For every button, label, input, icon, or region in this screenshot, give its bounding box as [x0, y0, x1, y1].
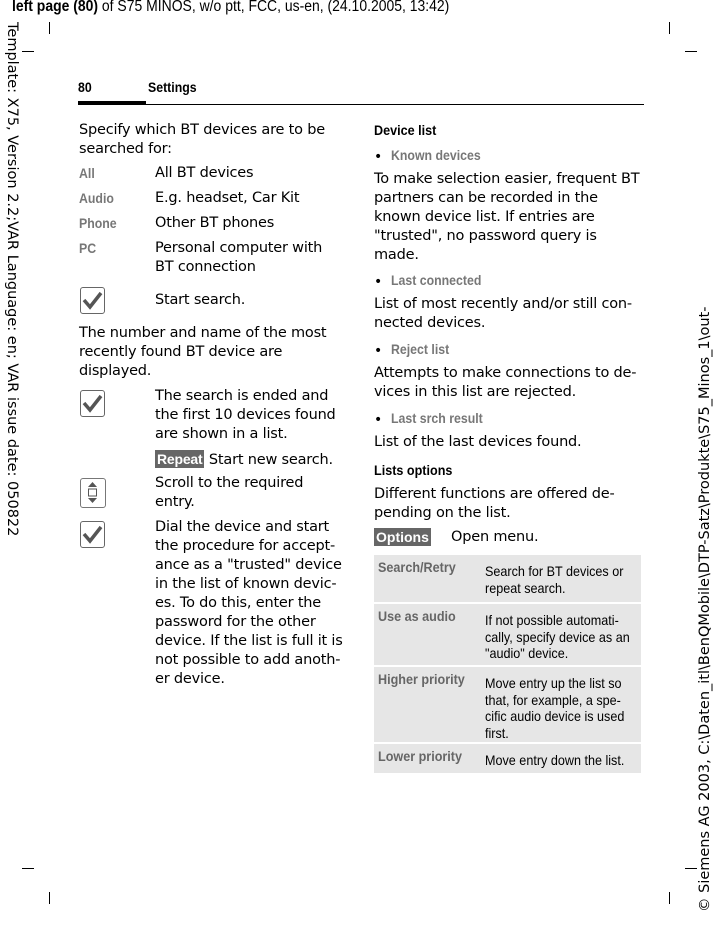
print-header [12, 0, 449, 16]
type-label: PC [79, 240, 97, 256]
crop-mark [685, 51, 697, 52]
list-item-text: To make selection easier, frequent BT partners can be recorded in the known device list. If entries are "trusted", no password query is made. [374, 171, 640, 263]
option-desc: If not possible automati-cally, specify device as an "audio" device. [485, 612, 630, 661]
scroll-key-icon [80, 478, 106, 508]
crop-mark [669, 892, 670, 904]
header-rest: of S75 MINOS, w/o ptt, FCC, us-en, (24.10.2005, 13:42) [98, 0, 450, 15]
list-item-label: Known devices [391, 147, 481, 163]
crop-mark [22, 51, 34, 52]
lists-options-heading: Lists options [374, 462, 453, 478]
intro-text: Specify which BT devices are to be searched for: [79, 122, 325, 157]
type-desc: Other BT phones [155, 215, 275, 231]
bullet-icon: • [374, 412, 383, 428]
options-table-row [374, 744, 641, 773]
list-item-text: Attempts to make connections to de-vices in this list are rejected. [374, 365, 637, 400]
type-label: Audio [79, 190, 114, 206]
option-desc: Move entry down the list. [485, 752, 625, 768]
crop-mark [669, 22, 670, 34]
scroll-text: Scroll to the required entry. [155, 475, 304, 510]
repeat-softkey: Repeat [157, 451, 203, 467]
option-name: Search/Retry [378, 559, 456, 575]
option-name: Lower priority [378, 748, 463, 764]
list-item-text: List of most recently and/or still con-nected devices. [374, 296, 632, 331]
option-name: Use as audio [378, 608, 456, 624]
search-ended-text: The search is ended and the first 10 devices found are shown in a list. [155, 388, 336, 442]
list-item-label: Last connected [391, 272, 482, 288]
type-desc: Personal computer with BT connection [155, 240, 323, 275]
list-item-label: Reject list [391, 341, 450, 357]
crop-mark [49, 22, 50, 34]
type-desc: E.g. headset, Car Kit [155, 190, 300, 206]
options-table-row [374, 555, 641, 602]
lists-options-text: Different functions are offered de-pending on the list. [374, 486, 615, 521]
option-name: Higher priority [378, 671, 465, 687]
crop-mark [49, 892, 50, 904]
bullet-icon: • [374, 274, 383, 290]
options-text: Open menu. [451, 529, 539, 545]
bullet-icon: • [374, 343, 383, 359]
header-bold: left page (80) [12, 0, 99, 15]
side-copyright-text: © Siemens AG 2003, C:\Daten_itl\BenQMobile\DTP-Satz\Produkte\S75_Minos_1\out- [697, 306, 713, 912]
options-table-row [374, 604, 641, 665]
repeat-text: Start new search. [208, 452, 333, 468]
type-desc: All BT devices [155, 165, 254, 181]
section-title: Settings [148, 79, 197, 95]
checkmark-key-icon [80, 390, 105, 417]
type-label: All [79, 165, 95, 181]
device-list-heading: Device list [374, 122, 437, 138]
bullet-icon: • [374, 149, 383, 165]
checkmark-key-icon [80, 287, 105, 314]
option-desc: Move entry up the list so that, for example, a spe-cific audio device is used first. [485, 675, 625, 741]
crop-mark [685, 868, 697, 869]
option-desc: Search for BT devices or repeat search. [485, 563, 624, 596]
type-label: Phone [79, 215, 117, 231]
list-item-text: List of the last devices found. [374, 434, 582, 450]
list-item-label: Last srch result [391, 410, 483, 426]
page-number: 80 [78, 79, 92, 95]
options-table-row [374, 667, 641, 742]
dial-text: Dial the device and start the procedure for accept-ance as a "trusted" device in the list of known devic-es. To do this, enter the password for the other device. If the list is full it is not possible to add anoth-er device. [155, 519, 343, 687]
found-device-text: The number and name of the most recently found BT device are displayed. [79, 325, 327, 379]
checkmark-key-icon [80, 521, 105, 548]
options-softkey: Options [376, 529, 429, 545]
start-search-text: Start search. [155, 292, 246, 308]
crop-mark [22, 868, 34, 869]
side-template-text: Template: X75, Version 2.2;VAR Language: en; VAR issue date: 050822 [4, 22, 20, 537]
head-rule [78, 104, 644, 105]
